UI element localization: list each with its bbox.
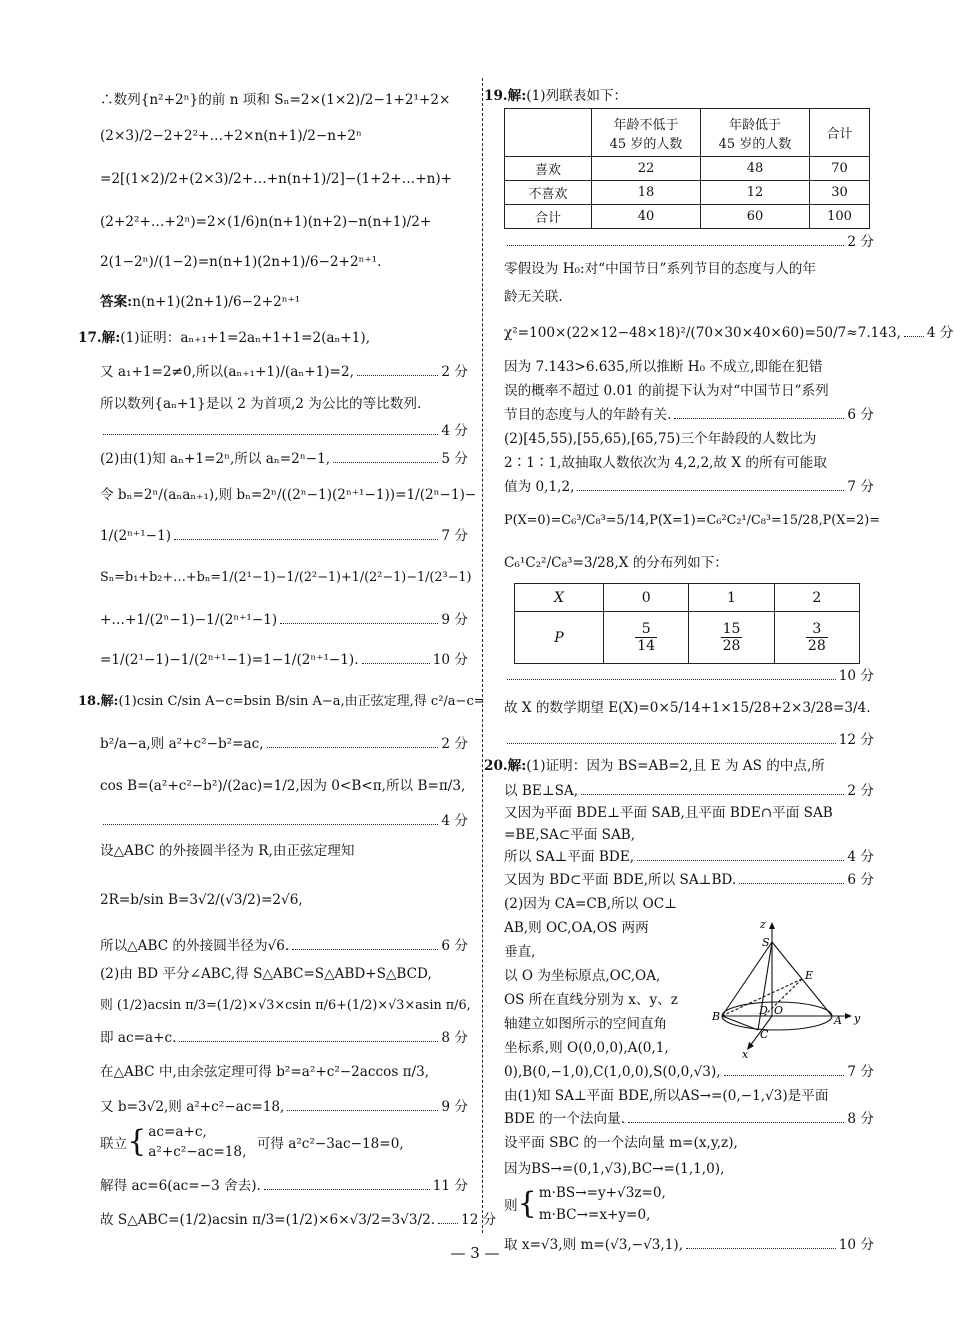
table-cell: 0 xyxy=(604,584,689,612)
q18-line-10 xyxy=(100,1024,468,1052)
table-cell: 60 xyxy=(701,205,810,229)
q20-line-8: AB,则 OC,OA,OS 两两 xyxy=(504,920,649,936)
q18-line-6: 2R=b/sin B=3√2/(√3/2)=2√6, xyxy=(100,892,303,908)
q18-line-11: 在△ABC 中,由余弦定理可得 b²=a²+c²−2accos π/3, xyxy=(100,1064,430,1080)
table-cell: 30 xyxy=(810,181,870,205)
table-header-cell: 合计 xyxy=(810,109,870,157)
label-y: y xyxy=(854,1012,861,1025)
q18-line-5: 设△ABC 的外接圆半径为 R,由正弦定理知 xyxy=(100,843,355,859)
q20-line-13: 坐标系,则 O(0,0,0),A(0,1, xyxy=(504,1040,669,1056)
q19-jie: 解: xyxy=(507,88,527,104)
q19-line-2 xyxy=(504,229,874,255)
q18-line-7 xyxy=(100,932,468,960)
table-cell xyxy=(604,612,689,664)
q20-line-19 xyxy=(504,1182,874,1232)
q18-lianli: 联立 xyxy=(100,1136,128,1152)
q20-text-1: (1)证明：因为 BS=AB=2,且 E 为 AS 的中点,所 xyxy=(526,758,825,774)
q18-text-15: 故 S△ABC=(1/2)acsin π/3=(1/2)×6×√3/2=3√3/2. xyxy=(100,1212,436,1228)
q17-points-9: 9 分 xyxy=(441,612,468,628)
q18-text-14: 解得 ac=6(ac=−3 舍去). xyxy=(100,1178,261,1194)
answer-line xyxy=(100,282,468,322)
q20-text-20: 取 x=√3,则 m=(√3,−√3,1), xyxy=(504,1237,684,1253)
right-column xyxy=(484,84,954,1258)
q18-line-4 xyxy=(100,808,468,834)
q18-line-13 xyxy=(100,1122,468,1172)
equation-system xyxy=(148,1122,246,1162)
left-brace-icon: { xyxy=(517,1186,537,1221)
q20-number: 20. xyxy=(484,758,508,774)
q17-line-9 xyxy=(100,600,468,640)
q20-jie: 解: xyxy=(507,758,527,774)
table-cell: 12 xyxy=(701,181,810,205)
q19-text-1: (1)列联表如下： xyxy=(526,88,628,104)
table-cell xyxy=(689,612,774,664)
q20-line-12: 轴建立如图所示的空间直角 xyxy=(504,1016,668,1032)
table-row xyxy=(515,584,860,612)
q17-line-3: 所以数列{aₙ+1}是以 2 为首项,2 为公比的等比数列. xyxy=(100,396,422,412)
q20-text-2: 以 BE⊥SA, xyxy=(504,783,579,799)
q20-line-3: 又因为平面 BDE⊥平面 SAB,且平面 BDE∩平面 SAB xyxy=(504,805,833,821)
table-header-row xyxy=(505,109,870,157)
q17-line-6: 令 bₙ=2ⁿ/(aₙaₙ₊₁),则 bₙ=2ⁿ/((2ⁿ−1)(2ⁿ⁺¹−1))=1/(2ⁿ−1)− xyxy=(100,487,477,503)
label-b: B xyxy=(712,1010,721,1023)
column-divider xyxy=(482,78,483,1233)
q18-line-9: 则 (1/2)acsin π/3=(1/2)×√3×csin π/6+(1/2)×√3×asin π/6, xyxy=(100,998,471,1013)
frac-den: 14 xyxy=(637,638,656,654)
q18-points-7: 6 分 xyxy=(441,938,468,954)
q19-line-8 xyxy=(504,403,874,427)
q20-points-14: 7 分 xyxy=(847,1064,874,1080)
q20-line-15: 由(1)知 SA⊥平面 BDE,所以AS→=(0,−1,√3)是平面 xyxy=(504,1088,829,1104)
q19-line-7: 误的概率不超过 0.01 的前提下认为对“中国节日”系列 xyxy=(504,383,829,399)
frac-num: 3 xyxy=(806,621,828,638)
q17-line-5 xyxy=(100,444,468,474)
q18-line-15 xyxy=(100,1200,497,1240)
q17-points-2: 2 分 xyxy=(441,364,468,380)
y-arrow-icon xyxy=(845,1013,852,1019)
frac-den: 28 xyxy=(807,638,826,654)
system-eq-1: ac=a+c, xyxy=(148,1124,207,1140)
q19-line-5 xyxy=(504,311,954,355)
q19-line-10: 2∶1∶1,故抽取人数依次为 4,2,2,故 X 的所有可能取 xyxy=(504,455,827,471)
contingency-table xyxy=(504,108,870,229)
q18-text-12: 又 b=3√2,则 a²+c²−ac=18, xyxy=(100,1099,285,1115)
label-x: x xyxy=(742,1048,749,1061)
q20-ze: 则 xyxy=(504,1198,518,1214)
q18-text-10: 即 ac=a+c. xyxy=(100,1030,177,1046)
frac-den: 28 xyxy=(722,638,741,654)
q17-text-1: (1)证明：aₙ₊₁+1=2aₙ+1+1=2(aₙ+1), xyxy=(120,330,371,346)
q19-line-16 xyxy=(504,728,874,752)
q18-points-12: 9 分 xyxy=(441,1099,468,1115)
table-row xyxy=(505,157,870,181)
q20-line-17: 设平面 SBC 的一个法向量 m=(x,y,z), xyxy=(504,1135,738,1151)
segment-bc xyxy=(722,1016,758,1030)
q19-line-4: 龄无关联. xyxy=(504,289,563,305)
q18-number: 18. xyxy=(78,694,101,709)
q18-points-4: 4 分 xyxy=(441,813,468,829)
label-s: S xyxy=(762,936,770,949)
q19-points-11: 7 分 xyxy=(847,479,874,495)
q20-text-5: 所以 SA⊥平面 BDE, xyxy=(504,849,635,865)
table-cell: 22 xyxy=(592,157,701,181)
answer-label: 答案: xyxy=(100,294,133,310)
q18-points-14: 11 分 xyxy=(432,1178,468,1194)
q19-text-5: χ²=100×(22×12−48×18)²/(70×30×40×60)=50/7≈7.143, xyxy=(504,325,901,341)
q18-points-2: 2 分 xyxy=(441,736,468,752)
frac-num: 15 xyxy=(722,620,741,637)
q19-text-8: 节目的态度与人的年龄有关. xyxy=(504,407,672,423)
left-column xyxy=(78,84,497,1240)
system-eq-1: m·BS→=y+√3z=0, xyxy=(538,1185,666,1201)
q18-points-15: 12 分 xyxy=(461,1212,497,1228)
q17-line-7 xyxy=(100,516,468,556)
sum-line-4: (2+2²+…+2ⁿ)=2×(1/6)n(n+1)(n+2)−n(n+1)/2+ xyxy=(100,214,432,230)
table-cell: 喜欢 xyxy=(505,157,592,181)
q17-jie: 解: xyxy=(101,330,121,346)
q17-line-1 xyxy=(78,322,468,354)
sum-line-5: 2(1−2ⁿ)/(1−2)=n(n+1)(2n+1)/6−2+2ⁿ⁺¹. xyxy=(100,254,382,270)
q19-line-13: C₆¹C₂²/C₈³=3/28,X 的分布列如下： xyxy=(504,555,728,571)
q20-points-16: 8 分 xyxy=(847,1111,874,1127)
equation-system xyxy=(539,1182,666,1226)
q17-line-4 xyxy=(100,418,468,444)
q18-line-3: cos B=(a²+c²−b²)/(2ac)=1/2,因为 0<B<π,所以 B=π/3, xyxy=(100,778,466,794)
q18-text-7: 所以△ABC 的外接圆半径为√6. xyxy=(100,938,290,954)
q18-points-10: 8 分 xyxy=(441,1030,468,1046)
q17-text-5: (2)由(1)知 aₙ+1=2ⁿ,所以 aₙ=2ⁿ−1, xyxy=(100,451,331,467)
table-cell: P xyxy=(515,612,604,664)
q17-line-8: Sₙ=b₁+b₂+…+bₙ=1/(2¹−1)−1/(2²−1)+1/(2²−1)−1/(2³−1) xyxy=(100,570,472,585)
system-eq-2: m·BC→=x+y=0, xyxy=(538,1207,651,1223)
q20-line-1 xyxy=(484,752,874,780)
table-row xyxy=(505,205,870,229)
label-a: A xyxy=(834,1014,842,1027)
q19-points-16: 12 分 xyxy=(838,732,874,748)
q17-text-7: 1/(2ⁿ⁺¹−1) xyxy=(100,528,172,544)
label-z: z xyxy=(760,918,766,931)
q19-line-6: 因为 7.143>6.635,所以推断 H₀ 不成立,即能在犯错 xyxy=(504,359,823,375)
table-cell: 不喜欢 xyxy=(505,181,592,205)
q20-line-16 xyxy=(504,1108,874,1130)
q17-points-7: 7 分 xyxy=(441,528,468,544)
table-cell: 48 xyxy=(701,157,810,181)
q18-line-14 xyxy=(100,1172,468,1200)
table-cell: 2 xyxy=(774,584,859,612)
q17-points-5: 5 分 xyxy=(441,451,468,467)
q19-line-9: (2)[45,55),[55,65),[65,75)三个年龄段的人数比为 xyxy=(504,431,817,447)
sum-line-3: =2[(1×2)/2+(2×3)/2+…+n(n+1)/2]−(1+2+…+n)+ xyxy=(100,171,453,187)
q20-points-6: 6 分 xyxy=(847,872,874,888)
label-o: O xyxy=(774,1004,784,1017)
q17-text-9: +…+1/(2ⁿ−1)−1/(2ⁿ⁺¹−1) xyxy=(100,612,278,628)
label-d: D xyxy=(759,1004,768,1017)
table-row xyxy=(505,181,870,205)
q20-line-4: =BE,SA⊂平面 SAB, xyxy=(504,827,636,843)
table-header-cell: 年龄低于 45 岁的人数 xyxy=(701,109,810,157)
left-brace-icon: { xyxy=(127,1124,147,1159)
q20-text-6: 又因为 BD⊂平面 BDE,所以 SA⊥BD. xyxy=(504,872,737,888)
table-cell: 1 xyxy=(689,584,774,612)
sum-line-2: (2×3)/2−2+2²+…+2×n(n+1)/2−n+2ⁿ xyxy=(100,128,362,144)
q20-line-7: (2)因为 CA=CB,所以 OC⊥ xyxy=(504,896,677,912)
q19-points-8: 6 分 xyxy=(847,407,874,423)
q17-text-2: 又 a₁+1=2≠0,所以(aₙ₊₁+1)/(aₙ+1)=2, xyxy=(100,364,354,380)
q18-line-1 xyxy=(78,680,485,724)
q20-line-5 xyxy=(504,846,874,868)
q20-line-6 xyxy=(504,868,874,892)
q19-line-11 xyxy=(504,475,874,499)
table-header-cell: 年龄不低于 45 岁的人数 xyxy=(592,109,701,157)
q19-line-14 xyxy=(504,664,874,688)
table-cell: 合计 xyxy=(505,205,592,229)
q19-points-2: 2 分 xyxy=(847,234,874,250)
q17-points-4: 4 分 xyxy=(441,423,468,439)
q17-text-10: =1/(2¹−1)−1/(2ⁿ⁺¹−1)=1−1/(2ⁿ⁺¹−1). xyxy=(100,652,359,668)
table-cell: 70 xyxy=(810,157,870,181)
q17-number: 17. xyxy=(78,330,102,346)
q19-number: 19. xyxy=(484,88,508,104)
q18-line-2 xyxy=(100,724,468,764)
cone-figure xyxy=(712,916,872,1076)
q17-line-10 xyxy=(100,640,468,680)
q18-text-2: b²/a−a,则 a²+c²−b²=ac, xyxy=(100,736,264,752)
q20-text-14: 0),B(0,−1,0),C(1,0,0),S(0,0,√3), xyxy=(504,1064,721,1080)
z-arrow-icon xyxy=(769,922,775,929)
table-cell xyxy=(774,612,859,664)
label-e: E xyxy=(805,969,814,982)
label-c: C xyxy=(760,1028,769,1041)
q19-line-12: P(X=0)=C₆³/C₈³=5/14,P(X=1)=C₆²C₂¹/C₈³=15/28,P(X=2)= xyxy=(504,513,880,528)
q19-points-14: 10 分 xyxy=(838,668,874,684)
q20-line-11: OS 所在直线分别为 x、y、z xyxy=(504,992,678,1008)
q17-points-10: 10 分 xyxy=(432,652,468,668)
q18-jie: 解: xyxy=(100,694,119,709)
q18-text-13b: 可得 a²c²−3ac−18=0, xyxy=(256,1136,404,1152)
table-cell: 100 xyxy=(810,205,870,229)
q19-text-11: 值为 0,1,2, xyxy=(504,479,575,495)
distribution-table xyxy=(514,583,860,664)
q20-points-5: 4 分 xyxy=(847,849,874,865)
q20-text-16: BDE 的一个法向量. xyxy=(504,1111,626,1127)
page-number: — 3 — xyxy=(450,1244,500,1262)
q20-points-2: 2 分 xyxy=(847,783,874,799)
q17-line-2 xyxy=(100,354,468,390)
q19-line-1 xyxy=(484,84,874,108)
table-row xyxy=(515,612,860,664)
q20-line-2 xyxy=(504,780,874,802)
q20-points-20: 10 分 xyxy=(838,1237,874,1253)
q20-line-18: 因为BS→=(0,1,√3),BC→=(1,1,0), xyxy=(504,1161,725,1177)
table-cell: 40 xyxy=(592,205,701,229)
frac-num: 5 xyxy=(635,621,657,638)
table-header-cell xyxy=(505,109,592,157)
sum-line-1: ∴数列{n²+2ⁿ}的前 n 项和 Sₙ=2×(1×2)/2−1+2¹+2× xyxy=(100,92,451,108)
q20-line-9: 垂直, xyxy=(504,944,536,960)
q19-points-5: 4 分 xyxy=(926,325,954,341)
table-cell: 18 xyxy=(592,181,701,205)
q20-line-10: 以 O 为坐标原点,OC,OA, xyxy=(504,968,661,984)
answer-value: n(n+1)(2n+1)/6−2+2ⁿ⁺¹ xyxy=(132,294,301,310)
q18-line-12 xyxy=(100,1092,468,1122)
table-cell: X xyxy=(515,584,604,612)
q18-line-8: (2)由 BD 平分∠ABC,得 S△ABC=S△ABD+S△BCD, xyxy=(100,966,432,982)
q18-text-1: (1)csin C/sin A−c=bsin B/sin A−a,由正弦定理,得 c²/a−c= xyxy=(118,694,485,709)
q19-line-3: 零假设为 H₀:对“中国节日”系列节目的态度与人的年 xyxy=(504,261,816,277)
system-eq-2: a²+c²−ac=18, xyxy=(148,1144,247,1160)
q19-line-15: 故 X 的数学期望 E(X)=0×5/14+1×15/28+2×3/28=3/4. xyxy=(504,700,871,716)
